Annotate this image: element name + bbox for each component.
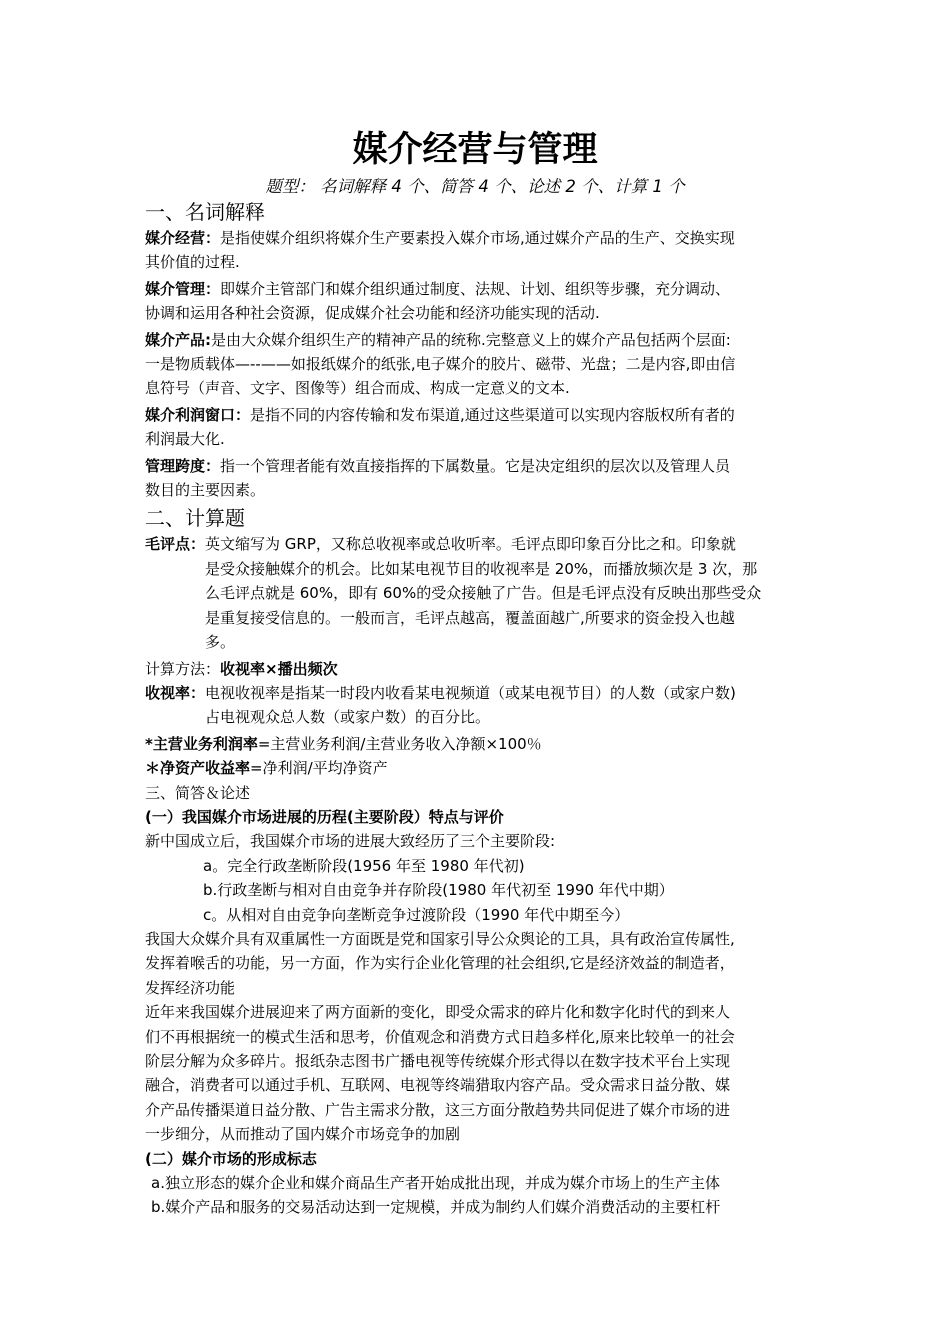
term-text: 是指使媒介组织将媒介生产要素投入媒介市场,通过媒介产品的生产、交换实现 [220,229,735,247]
term-profit-window [145,403,810,452]
method-label: 计算方法： [145,659,221,678]
term-text: 即媒介主管部门和媒介组织通过制度、法规、计划、组织等步骤，充分调动、 [220,279,731,298]
term-text: 其价值的过程. [145,253,240,272]
question-title-text: (一）我国媒介市场进展的历程(主要阶段）特点与评价 [145,807,504,826]
term-text: 是受众接触媒介的机会。比如某电视节目的收视率是 20%，而播放频次是 3 次，那 [205,559,758,578]
stage-item: a。完全行政垄断阶段(1956 年至 1980 年代初) [203,856,525,875]
term-label: 媒介利润窗口： [145,405,251,424]
question-2-title [145,1147,810,1171]
term-label: 媒介管理： [145,279,221,298]
term-text: 占电视观众总人数（或家户数）的百分比。 [205,708,491,727]
term-label: 收视率： [145,683,206,702]
question-1-intro: 新中国成立后，我国媒介市场的进展大致经历了三个主要阶段: [145,832,556,851]
term-media-management [145,277,810,326]
document-title: 媒介经营与管理 [352,129,598,170]
term-text: 一是物质载体—--——如报纸媒介的纸张,电子媒介的胶片、磁带、光盘；二是内容,即由信 [145,355,736,374]
term-text: 数目的主要因素。 [145,481,266,500]
paragraph-line: 融合，消费者可以通过手机、互联网、电视等终端猎取内容产品。受众需求日益分散、媒 [145,1076,731,1095]
term-text: 指一个管理者能有效直接指挥的下属数量。它是决定组织的层次以及管理人员 [220,456,731,475]
term-label: 媒介产品: [145,330,211,349]
paragraph-line: 发挥经济功能 [145,978,236,997]
formula-operating-margin [145,732,810,756]
term-text: 英文缩写为 GRP，又称总收视率或总收听率。毛评点即印象百分比之和。印象就 [205,535,736,554]
paragraph-line: 介产品传播渠道日益分散、广告主需求分散，这三方面分散趋势共同促进了媒介市场的进 [145,1100,731,1119]
paragraph-recent-changes [145,1000,810,1146]
question-title-text: (二）媒介市场的形成标志 [145,1149,317,1168]
paragraph-line: 一步细分，从而推动了国内媒介市场竞争的加剧 [145,1125,461,1144]
document-body [145,198,810,1220]
term-text: 多。 [205,633,236,652]
stage-item: b.行政垄断与相对自由竞争并存阶段(1980 年代初至 1990 年代中期） [203,881,674,900]
term-label: 媒介经营： [145,229,221,247]
formula-value: =主营业务利润/主营业务收入净额×100％ [257,734,542,753]
term-text: 么毛评点就是 60%，即有 60%的受众接触了广告。但是毛评点没有反映出那些受众 [205,584,762,603]
term-rating [145,681,810,730]
market-sign-item: b.媒介产品和服务的交易活动达到一定规模，并成为制约人们媒介消费活动的主要杠杆 [151,1198,721,1217]
paragraph-line: 阶层分解为众多碎片。报纸杂志图书广播电视等传统媒介形式得以在数字技术平台上实现 [145,1052,731,1070]
term-media-product [145,328,810,401]
term-text: 电视收视率是指某一时段内收看某电视频道（或某电视节目）的人数（或家户数) [205,683,736,702]
term-text: 是重复接受信息的。一般而言，毛评点越高，覆盖面越广,所要求的资金投入也越 [205,608,735,627]
term-text: 协调和运用各种社会资源，促成媒介社会功能和经济功能实现的活动. [145,304,600,323]
formula-value: =净利润/平均净资产 [250,759,388,778]
formula-term: *主营业务利润率 [145,734,258,753]
paragraph-line: 发挥着喉舌的功能，另一方面，作为实行企业化管理的社会组织,它是经济效益的制造者， [145,954,735,973]
term-text: 是指不同的内容传输和发布渠道,通过这些渠道可以实现内容版权所有者的 [250,405,735,424]
market-sign-item: a.独立形态的媒介企业和媒介商品生产者开始成批出现，并成为媒介市场上的生产主体 [151,1174,720,1193]
term-media-operation [145,226,810,275]
calculation-method [145,657,810,681]
term-grp [145,532,810,654]
section-heading-calculation: 二、计算题 [145,506,245,531]
paragraph-line: 近年来我国媒介进展迎来了两方面新的变化，即受众需求的碎片化和数字化时代的到来人 [145,1003,731,1022]
section-heading-essay: 三、简答＆论述 [145,783,251,802]
term-text: 是由大众媒介组织生产的精神产品的统称.完整意义上的媒介产品包括两个层面: [211,330,731,349]
stage-item: c。从相对自由竞争向垄断竞争过渡阶段（1990 年代中期至今） [203,905,630,924]
term-label: 管理跨度： [145,456,221,475]
term-text: 息符号（声音、文字、图像等）组合而成、构成一定意义的文本. [145,379,570,398]
section-heading-definitions: 一、名词解释 [145,200,265,224]
term-span-of-control [145,454,810,503]
question-1-title [145,805,810,829]
term-label: 毛评点： [145,535,206,554]
method-value: 收视率×播出频次 [220,659,338,678]
paragraph-line: 我国大众媒介具有双重属性一方面既是党和国家引导公众舆论的工具，具有政治宣传属性, [145,929,735,948]
term-text: 利润最大化. [145,430,225,449]
paragraph-line: 们不再根据统一的模式生活和思考，价值观念和消费方式日趋多样化,原来比较单一的社会 [145,1027,735,1046]
formula-roe [145,756,810,780]
document-subtitle: 题型： 名词解释 4 个、简答 4 个、论述 2 个、计算 1 个 [265,177,685,196]
paragraph-dual-attributes [145,927,810,1000]
formula-term: ＊净资产收益率 [145,759,251,778]
